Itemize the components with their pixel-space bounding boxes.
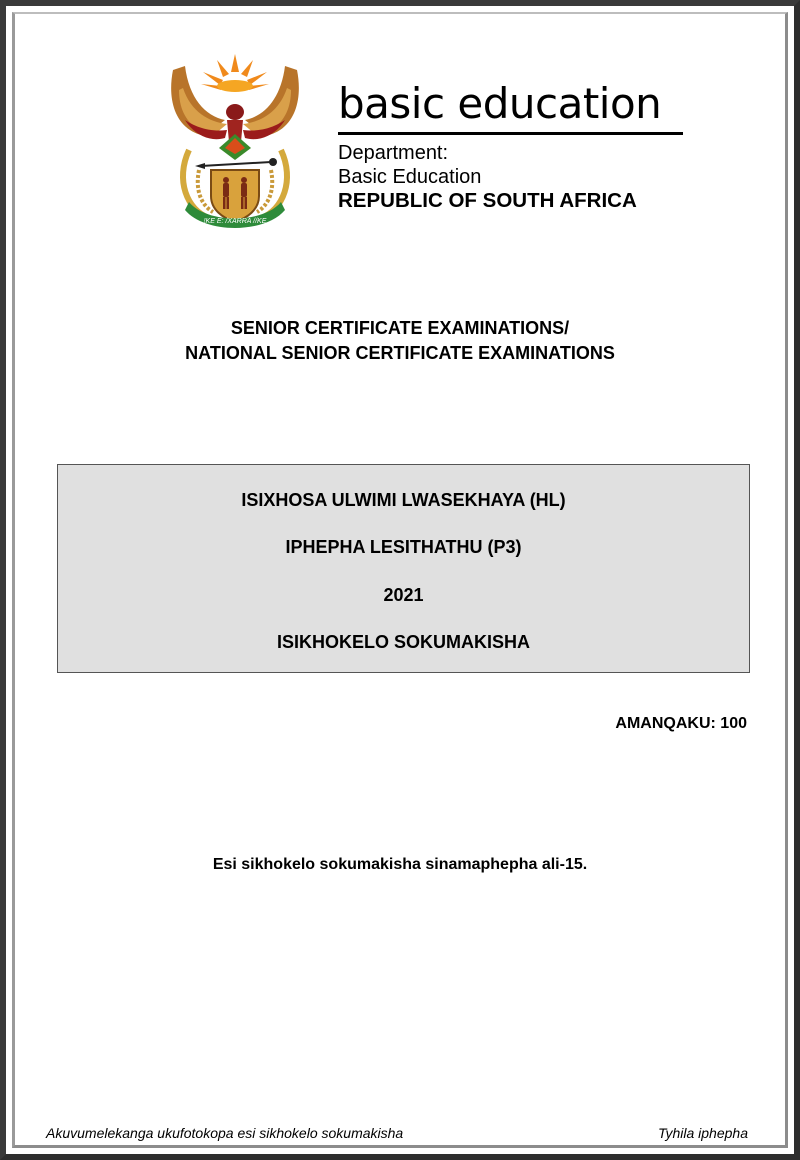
exam-heading-line-2: NATIONAL SENIOR CERTIFICATE EXAMINATIONS	[185, 343, 615, 363]
country-name: REPUBLIC OF SOUTH AFRICA	[338, 189, 637, 212]
brand-divider	[338, 132, 683, 135]
brand-title: basic education	[338, 79, 662, 128]
department-brand	[338, 80, 688, 213]
page-count-note: Esi sikhokelo sokumakisha sinamaphepha ali-15.	[212, 856, 588, 873]
exam-heading-line-1: SENIOR CERTIFICATE EXAMINATIONS/	[230, 318, 570, 338]
svg-text:!KE E: /XARRA //KE: !KE E: /XARRA //KE	[203, 218, 267, 225]
exam-heading	[0, 316, 800, 366]
department-name: Basic Education	[338, 166, 482, 188]
footer-copyright-notice: Akuvumelekanga ukufotokopa esi sikhokelo sokumakisha	[46, 1125, 404, 1141]
document-type: ISIKHOKELO SOKUMAKISHA	[276, 632, 530, 652]
paper-title: IPHEPHA LESITHATHU (P3)	[285, 537, 522, 557]
coat-of-arms-icon	[165, 50, 305, 230]
exam-year: 2021	[383, 585, 424, 605]
department-label: Department:	[338, 142, 449, 164]
subject-title: ISIXHOSA ULWIMI LWASEKHAYA (HL)	[241, 490, 566, 510]
footer-turn-over: Tyhila iphepha	[657, 1125, 748, 1141]
total-marks: AMANQAKU: 100	[615, 715, 747, 732]
title-box	[57, 464, 750, 673]
